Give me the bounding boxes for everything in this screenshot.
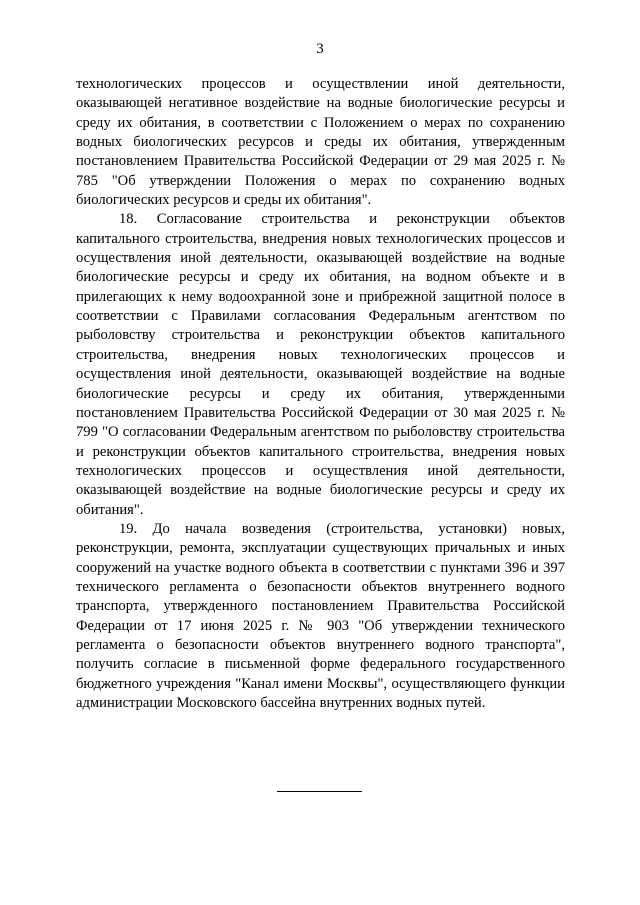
paragraph-item-18: 18. Согласование строительства и реконструкции объектов капитального строительства, внедрения новых технологических процессов и осуществления иной деятельности, оказывающей воздействие на водные биологические ресурсы и среду их обитания, на водном объекте и в прилегающих к нему водоохранной зоне и прибрежной защитной полосе в соответствии с Правилами согласования Федеральным агентством по рыболовству строительства и реконструкции объектов капитального строительства, внедрения новых технологических процессов и осуществления иной деятельности, оказывающей воздействие на водные биологические ресурсы и среду их обитания, утвержденными постановлением Правительства Российской Федерации от 30 мая 2025 г. № 799 "О согласовании Федеральным агентством по рыболовству строительства и реконструкции объектов капитального строительства, внедрения новых технологических процессов и осуществления иной деятельности, оказывающей воздействие на водные биологические ресурсы и среду их обитания". (76, 211, 565, 518)
paragraph-continuation: технологических процессов и осуществлении иной деятельности, оказывающей негативное воздействие на водные биологические ресурсы и среду их обитания, в соответствии с Положением о мерах по сохранению водных биологических ресурсов и среды их обитания, утвержденным постановлением Правительства Российской Федерации от 29 мая 2025 г. № 785 "Об утверждении Положения о мерах по сохранению водных биологических ресурсов и среды их обитания". (76, 76, 565, 209)
end-of-document-rule (277, 791, 362, 792)
page-number: 3 (316, 41, 324, 57)
document-body (76, 75, 565, 713)
paragraph-item-19: 19. До начала возведения (строительства, установки) новых, реконструкции, ремонта, эксплуатации существующих причальных и иных сооружений на участке водного объекта в соответствии с пунктами 396 и 397 технического регламента о безопасности объектов внутреннего водного транспорта, утвержденного постановлением Правительства Российской Федерации от 17 июня 2025 г. № 903 "Об утверждении технического регламента о безопасности объектов внутреннего водного транспорта", получить согласие в письменной форме федерального государственного бюджетного учреждения "Канал имени Москвы", осуществляющего функции администрации Московского бассейна внутренних водных путей. (76, 520, 565, 711)
